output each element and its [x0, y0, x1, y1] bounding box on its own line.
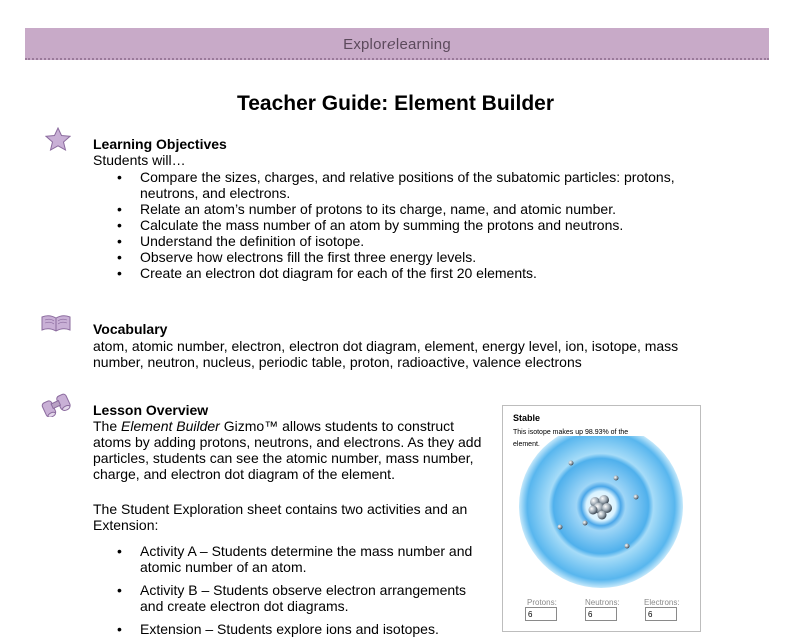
atom-diagram — [503, 436, 700, 601]
binoculars-icon — [39, 393, 73, 417]
overview-activities-intro: The Student Exploration sheet contains two activities and an Extension: — [93, 501, 468, 533]
objectives-heading: Learning Objectives — [93, 136, 227, 152]
page-title: Teacher Guide: Element Builder — [236, 92, 555, 115]
list-item: • Extension – Students explore ions and isotopes. — [117, 621, 477, 637]
brand-logo: Explorelearning — [343, 35, 451, 53]
neutrons-field: 6 — [585, 607, 617, 621]
header-banner — [25, 28, 769, 60]
list-item: • Activity B – Students observe electron arrangements and create electron dot diagrams. — [117, 582, 477, 614]
list-item: • Create an electron dot diagram for each of the first 20 elements. — [117, 265, 707, 281]
list-item: • Compare the sizes, charges, and relative positions of the subatomic particles: protons, neutrons, and electrons. — [117, 169, 707, 201]
objectives-intro: Students will… — [93, 152, 186, 168]
list-item: • Understand the definition of isotope. — [117, 233, 707, 249]
star-icon — [45, 127, 71, 151]
vocabulary-heading: Vocabulary — [93, 321, 168, 337]
gizmo-screenshot — [502, 405, 701, 632]
neutrons-label: Neutrons: — [585, 598, 620, 607]
list-item: • Relate an atom’s number of protons to its charge, name, and atomic number. — [117, 201, 707, 217]
activities-list — [117, 543, 477, 637]
book-icon — [40, 313, 72, 333]
overview-paragraph: The Element Builder Gizmo™ allows students to construct atoms by adding protons, neutrons, and electrons. As they add particles, students can see the atomic number, mass number, charge, and electron dot diagram of the element. — [93, 418, 482, 482]
vocabulary-text: atom, atomic number, electron, electron dot diagram, element, energy level, ion, isotope, mass number, neutron, nucleus, periodic table, proton, radioactive, valence electrons — [93, 338, 679, 370]
protons-label: Protons: — [527, 598, 557, 607]
overview-heading: Lesson Overview — [93, 402, 209, 418]
isotope-description: This isotope makes up 98.93% of the element. — [513, 429, 629, 448]
protons-field: 6 — [525, 607, 557, 621]
electrons-label: Electrons: — [644, 598, 680, 607]
list-item: • Observe how electrons fill the first three energy levels. — [117, 249, 707, 265]
stability-label: Stable — [513, 413, 541, 423]
list-item: • Activity A – Students determine the mass number and atomic number of an atom. — [117, 543, 477, 575]
objectives-list — [117, 169, 707, 281]
electrons-field: 6 — [645, 607, 677, 621]
list-item: • Calculate the mass number of an atom by summing the protons and neutrons. — [117, 217, 707, 233]
